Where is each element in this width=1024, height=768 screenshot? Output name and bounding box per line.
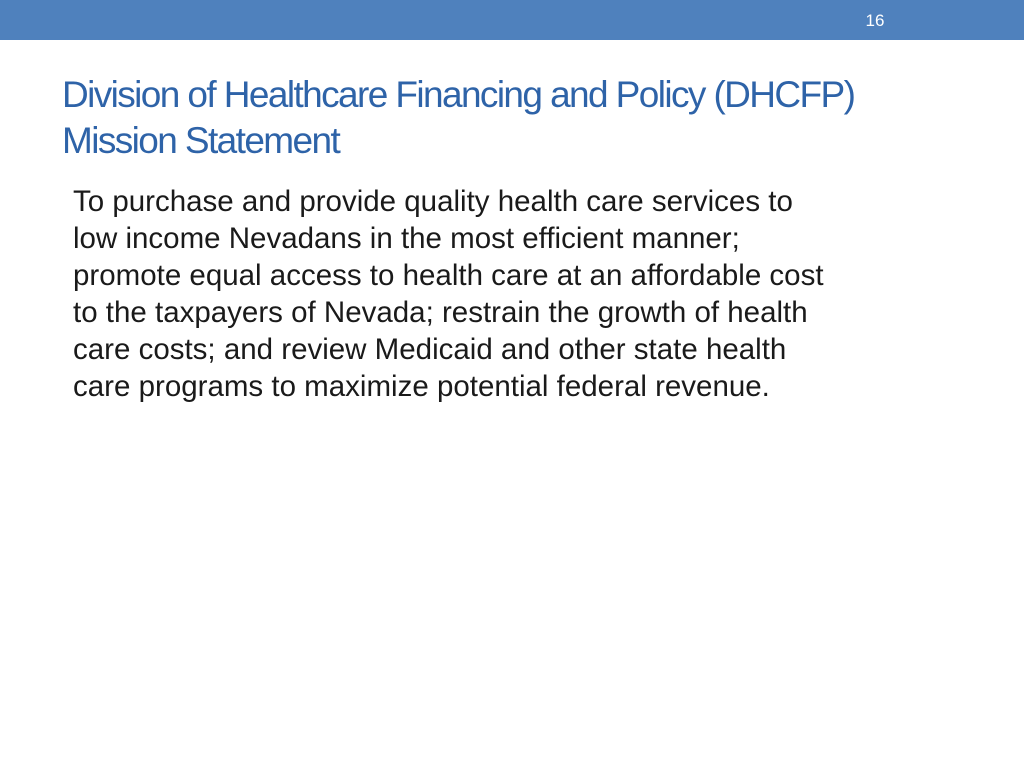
title-line-1: Division of Healthcare Financing and Policy (DHCFP) — [62, 74, 855, 115]
mission-statement — [73, 183, 963, 405]
mission-line-3: promote equal access to health care at an affordable cost — [73, 259, 824, 292]
mission-line-4: to the taxpayers of Nevada; restrain the growth of health — [73, 296, 808, 329]
page-number: 16 — [865, 11, 885, 30]
header-bar — [0, 0, 1024, 40]
mission-line-2: low income Nevadans in the most efficient manner; — [73, 222, 740, 255]
slide-title — [62, 72, 982, 164]
title-line-2: Mission Statement — [62, 120, 340, 161]
mission-line-6: care programs to maximize potential federal revenue. — [73, 370, 770, 403]
mission-line-1: To purchase and provide quality health care services to — [73, 185, 793, 218]
mission-line-5: care costs; and review Medicaid and other state health — [73, 333, 787, 366]
